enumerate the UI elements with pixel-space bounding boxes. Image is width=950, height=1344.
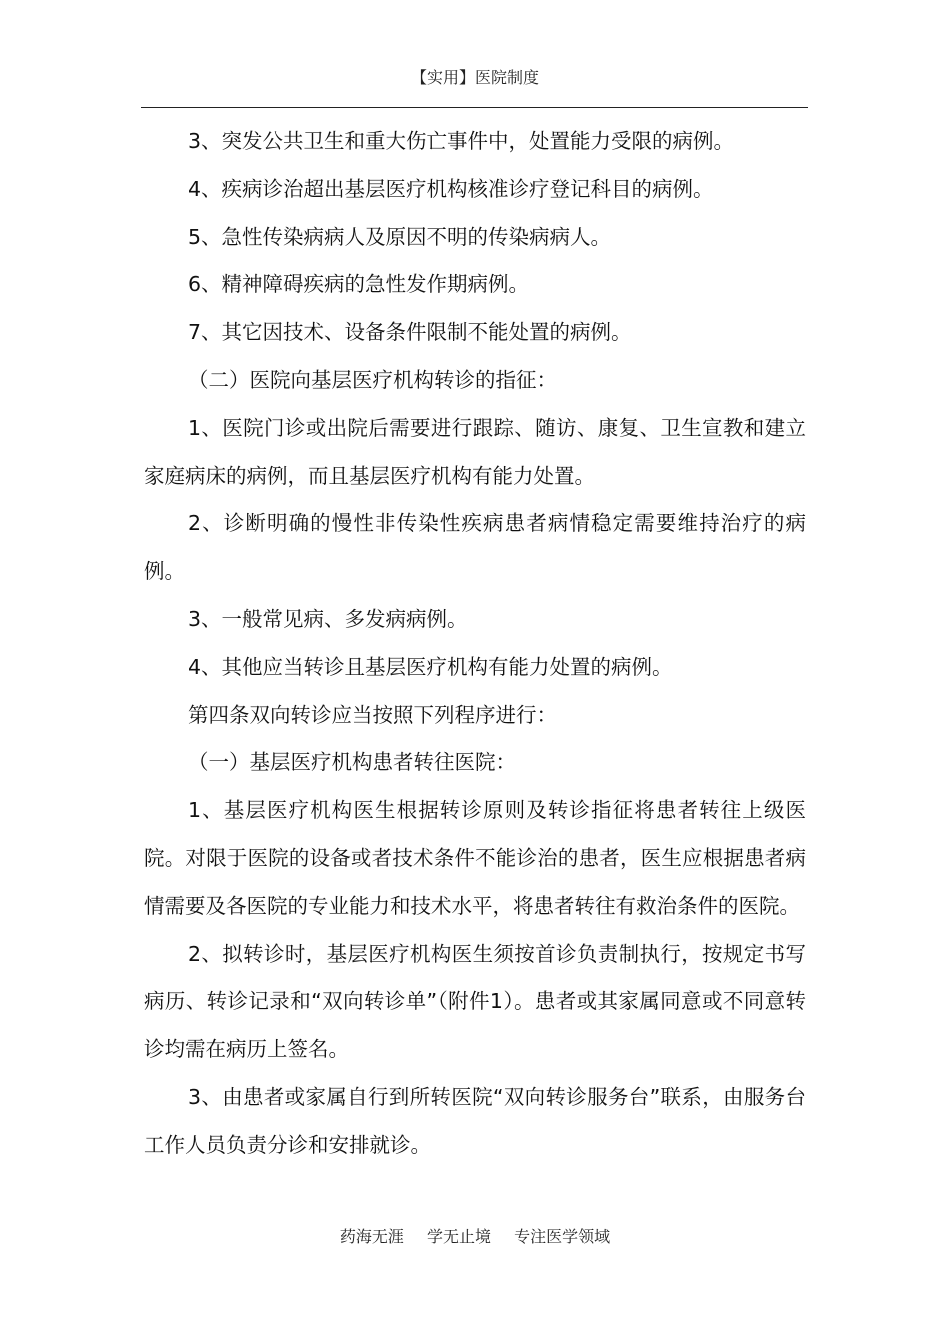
paragraph: 1、医院门诊或出院后需要进行跟踪、随访、康复、卫生宣教和建立家庭病床的病例，而且基层医疗机构有能力处置。 xyxy=(144,415,806,488)
paragraph: 3、由患者或家属自行到所转医院“双向转诊服务台”联系，由服务台工作人员负责分诊和安排就诊。 xyxy=(144,1084,806,1157)
page-header: 【实用】医院制度 xyxy=(410,68,539,87)
section-heading: （二）医院向基层医疗机构转诊的指征： xyxy=(188,367,557,392)
paragraph: 2、诊断明确的慢性非传染性疾病患者病情稳定需要维持治疗的病例。 xyxy=(144,511,806,584)
paragraph: 4、疾病诊治超出基层医疗机构核准诊疗登记科目的病例。 xyxy=(188,176,714,201)
footer-slogan-2: 学无止境 xyxy=(426,1227,491,1246)
section-heading: （一）基层医疗机构患者转往医院： xyxy=(188,750,516,775)
footer-slogan-1: 药海无涯 xyxy=(339,1227,404,1246)
paragraph: 7、其它因技术、设备条件限制不能处置的病例。 xyxy=(188,320,632,345)
paragraph: 1、基层医疗机构医生根据转诊原则及转诊指征将患者转往上级医院。对限于医院的设备或者技术条件不能诊治的患者，医生应根据患者病情需要及各医院的专业能力和技术水平，将患者转往有救治条件的医院。 xyxy=(144,798,806,918)
footer-slogan-3: 专注医学领域 xyxy=(514,1227,611,1246)
paragraph: 6、精神障碍疾病的急性发作期病例。 xyxy=(188,272,530,297)
paragraph: 5、急性传染病病人及原因不明的传染病病人。 xyxy=(188,224,612,249)
header-divider xyxy=(141,107,808,108)
page-footer xyxy=(0,1226,950,1248)
paragraph: 3、突发公共卫生和重大伤亡事件中，处置能力受限的病例。 xyxy=(188,129,735,153)
paragraph: 2、拟转诊时，基层医疗机构医生须按首诊负责制执行，按规定书写病历、转诊记录和“双向转诊单”（附件1）。患者或其家属同意或不同意转诊均需在病历上签名。 xyxy=(144,941,806,1062)
document-body xyxy=(144,118,806,1170)
paragraph: 4、其他应当转诊且基层医疗机构有能力处置的病例。 xyxy=(188,654,673,679)
paragraph: 3、一般常见病、多发病病例。 xyxy=(188,606,468,631)
article-heading: 第四条双向转诊应当按照下列程序进行： xyxy=(188,702,557,727)
